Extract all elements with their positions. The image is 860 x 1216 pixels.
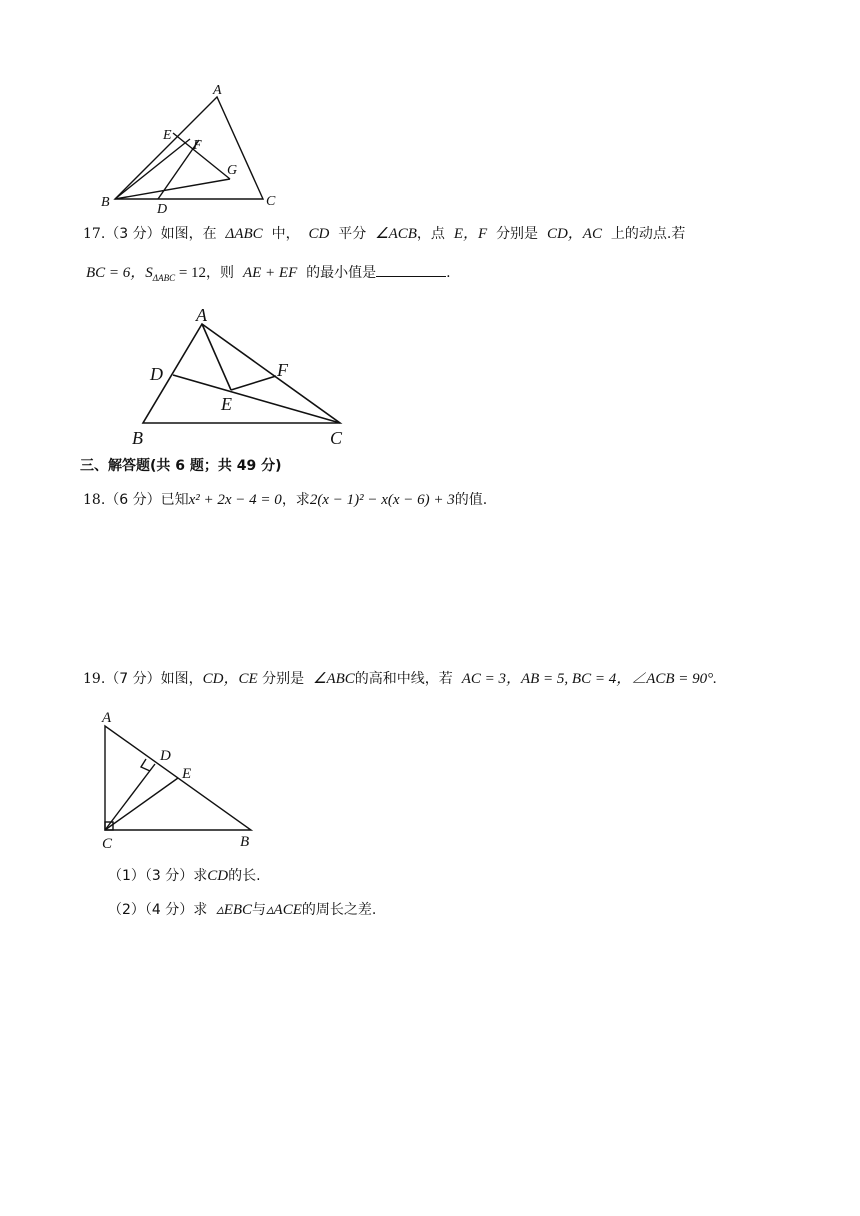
q17-text: ，则: [206, 265, 235, 281]
label-A: A: [196, 305, 207, 325]
q17-sub: ΔABC: [152, 272, 176, 283]
q19-sub2-label: （2）（4 分）求: [108, 902, 208, 918]
q19-math: CD，CE: [202, 671, 258, 687]
label-F: F: [193, 138, 202, 153]
q17-score: （3 分）: [105, 226, 161, 242]
q17-math: AE + EF: [242, 265, 298, 281]
q18-text: 的值.: [454, 492, 488, 508]
q17-math: CD，AC: [546, 226, 602, 242]
q19-sub1-label: （1）（3 分）求: [108, 868, 208, 884]
q17-text: 平分: [338, 226, 367, 242]
label-E: E: [221, 394, 232, 414]
q18-score: （6 分）: [105, 492, 161, 508]
q19-sub2: [108, 900, 376, 920]
q17-text: 上的动点.若: [610, 226, 686, 242]
q17-text: 的最小值是: [306, 265, 377, 281]
label-C: C: [102, 836, 113, 852]
q19-sub1-text: 的长.: [228, 868, 261, 884]
label-B: B: [101, 195, 110, 210]
q19-sub1: [108, 866, 261, 886]
q17-line1: [83, 224, 685, 244]
label-F: F: [277, 360, 288, 380]
q17-math: BC = 6，S: [86, 265, 153, 281]
label-A: A: [102, 710, 112, 726]
figure-1-triangle: [95, 80, 295, 215]
q17-math: CD: [308, 226, 330, 242]
q17-text: 中，: [271, 226, 300, 242]
label-D: D: [160, 748, 171, 764]
q18-text: 已知: [160, 492, 189, 508]
label-E: E: [163, 128, 172, 143]
q19-math: AC = 3，AB = 5, BC = 4，∠ACB = 90°.: [461, 671, 717, 687]
label-E: E: [182, 766, 192, 782]
q17-line2: [86, 262, 451, 288]
q19-sub2-text: 的周长之差.: [301, 902, 377, 918]
label-A: A: [213, 83, 222, 98]
q18-expression: 2(x − 1)² − x(x − 6) + 3: [309, 492, 455, 508]
label-B: B: [240, 834, 250, 850]
figure-2-triangle: [125, 300, 355, 450]
q19-sub1-var: CD: [207, 868, 229, 884]
label-C: C: [266, 194, 276, 209]
label-D: D: [157, 202, 168, 215]
q19-sub2-triangle: ▵ACE: [266, 902, 302, 918]
q18-line: [83, 490, 487, 510]
label-D: D: [150, 364, 163, 384]
q17-text: ，点: [416, 226, 445, 242]
q19-text: 的高和中线，若: [354, 671, 453, 687]
answer-blank: [376, 262, 446, 277]
label-B: B: [132, 428, 143, 448]
label-C: C: [330, 428, 343, 448]
q17-text: 如图，在: [160, 226, 217, 242]
q17-text: .: [446, 265, 451, 281]
figure-3-right-triangle: [98, 705, 263, 853]
q17-math: ΔABC: [225, 226, 263, 242]
q18-given: x² + 2x − 4 = 0: [188, 492, 282, 508]
q17-text: 分别是: [496, 226, 539, 242]
q17-math: E，F: [453, 226, 488, 242]
q18-number: 18.: [83, 492, 106, 508]
q17-math: ∠ACB: [375, 226, 417, 242]
q19-math: ∠ABC: [313, 671, 355, 687]
label-G: G: [227, 163, 238, 178]
q19-number: 19.: [83, 671, 106, 687]
q18-text: ，求: [281, 492, 310, 508]
section-heading: 三、解答题(共 6 题；共 49 分): [80, 458, 282, 474]
q19-text: 分别是: [262, 671, 305, 687]
q19-sub2-triangle: ▵EBC: [216, 902, 253, 918]
q19-score: （7 分）: [105, 671, 161, 687]
q19-sub2-text: 与: [252, 902, 267, 918]
q17-math: = 12: [175, 265, 207, 281]
q19-line: [83, 669, 717, 689]
q19-text: 如图，: [160, 671, 203, 687]
q17-number: 17.: [83, 226, 106, 242]
